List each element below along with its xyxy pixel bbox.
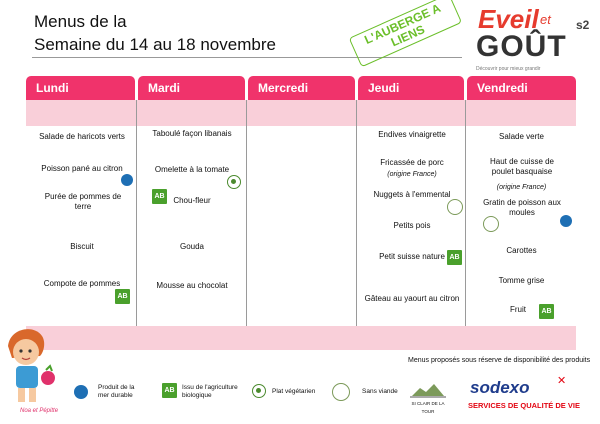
organic-ab-icon: AB	[115, 289, 130, 304]
legend-label: Produit de la mer durable	[98, 384, 135, 399]
bottom-band	[26, 326, 576, 350]
menu-item: Purée de pommes de terre	[44, 192, 122, 211]
menu-item: Gâteau au yaourt au citron	[364, 294, 460, 303]
menu-item: Fricassée de porc	[380, 158, 444, 167]
column-divider	[356, 100, 357, 326]
menu-item: Compote de pommes	[43, 279, 121, 288]
vegetarian-icon	[252, 384, 266, 398]
menu-item-note: (origine France)	[496, 184, 547, 191]
legend-label: Sans viande	[362, 388, 398, 395]
day-header-lundi	[26, 76, 135, 100]
week-badge: s2	[576, 18, 590, 32]
sustainable-fish-icon	[74, 385, 88, 399]
sustainable-fish-icon	[560, 215, 572, 227]
legend-label: Issu de l'agriculture biologique	[182, 384, 238, 399]
brand-gout: GOÛT	[476, 30, 567, 63]
menu-item: Poisson pané au citron	[41, 164, 123, 173]
menu-item: Omelette à la tomate	[154, 165, 230, 174]
sodexo-logo: sodexo	[470, 378, 530, 397]
day-name: Mardi	[148, 81, 181, 95]
menu-item: Tomme grise	[498, 276, 545, 285]
header-band	[26, 100, 576, 126]
sustainable-fish-icon	[121, 174, 133, 186]
source-label-text: SI CLAIR DE LA TOUR	[411, 401, 445, 414]
organic-ab-icon: AB	[162, 383, 177, 398]
menu-item: Chou-fleur	[173, 196, 211, 205]
menu-item: Carottes	[506, 246, 537, 255]
auberge-stamp	[349, 0, 466, 75]
organic-ab-icon: AB	[539, 304, 554, 319]
organic-ab-icon: AB	[152, 189, 167, 204]
column-divider	[465, 100, 466, 326]
meatless-icon	[332, 383, 350, 401]
legend-label: Plat végétarien	[272, 388, 316, 395]
menu-item: Nuggets à l'emmental	[373, 190, 451, 199]
menu-item-note: (origine France)	[387, 171, 437, 178]
stamp-text: L'AUBERGE A LIENS	[349, 0, 463, 67]
menu-item: Taboulé façon libanais	[152, 129, 232, 138]
day-name: Vendredi	[477, 81, 528, 95]
menu-item: Endives vinaigrette	[378, 130, 446, 139]
day-name: Jeudi	[368, 81, 400, 95]
brand-et: et	[540, 12, 551, 27]
column-divider	[136, 100, 137, 326]
sodexo-star-icon: ✕	[557, 375, 567, 387]
day-name: Mercredi	[258, 81, 309, 95]
meatless-icon	[483, 216, 499, 232]
meatless-icon	[447, 199, 463, 215]
title-line-1: Menus de la	[34, 12, 127, 31]
kid-caption: Noa et Pépitte	[20, 408, 59, 414]
menu-item: Petits pois	[393, 221, 431, 230]
vegetarian-icon	[227, 175, 241, 189]
title-line-2: Semaine du 14 au 18 novembre	[34, 35, 276, 54]
day-header-vendredi	[467, 76, 576, 100]
menu-item: Biscuit	[70, 242, 94, 251]
menu-item: Salade verte	[499, 132, 544, 141]
menu-item: Gratin de poisson aux moules	[483, 198, 561, 217]
day-header-jeudi	[358, 76, 464, 100]
menu-item: Haut de cuisse de poulet basquaise	[489, 157, 555, 176]
availability-note: Menus proposés sous réserve de disponibilité des produits	[408, 357, 591, 364]
menu-item: Fruit	[510, 305, 526, 314]
menu-item: Mousse au chocolat	[156, 281, 228, 290]
menu-item: Petit suisse nature	[379, 252, 445, 261]
brand-tagline: Découvrir pour mieux grandir	[476, 66, 541, 72]
eveil-et-gout-logo	[472, 4, 572, 72]
day-name: Lundi	[36, 81, 69, 95]
kid-mascot-icon	[0, 322, 60, 408]
brand-eveil: Eveil	[478, 4, 539, 34]
organic-ab-icon: AB	[447, 250, 462, 265]
day-header-mardi	[138, 76, 245, 100]
column-divider	[246, 100, 247, 326]
day-header-mercredi	[248, 76, 355, 100]
sodexo-tagline: SERVICES DE QUALITÉ DE VIE	[468, 401, 580, 410]
menu-item: Gouda	[179, 242, 205, 251]
menu-item: Salade de haricots verts	[39, 132, 125, 141]
